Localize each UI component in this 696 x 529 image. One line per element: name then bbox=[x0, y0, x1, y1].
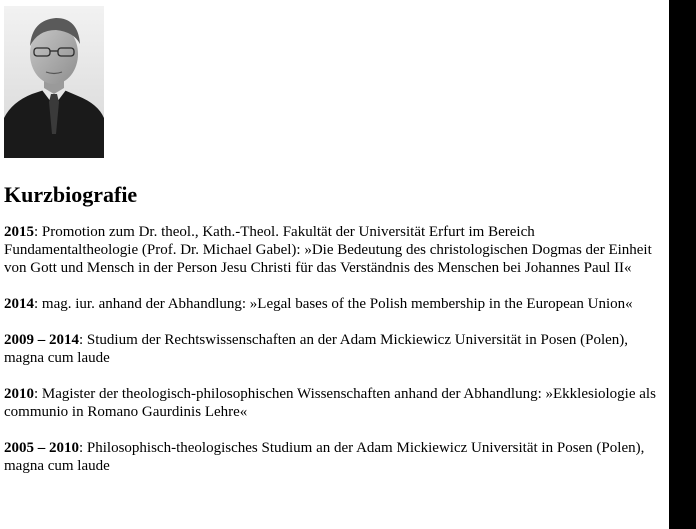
entry-year: 2010 bbox=[4, 386, 34, 402]
entry-text: : Philosophisch-theologisches Studium an der Adam Mickiewicz Universität in Posen (Polen), magna cum laude bbox=[4, 440, 645, 474]
biography-entry bbox=[4, 295, 664, 313]
biography-entry bbox=[4, 223, 664, 277]
entry-text: : Studium der Rechtswissenschaften an der Adam Mickiewicz Universität in Posen (Polen), magna cum laude bbox=[4, 332, 629, 366]
biography-content bbox=[4, 6, 664, 475]
entry-year: 2014 bbox=[4, 296, 34, 312]
entry-year: 2009 – 2014 bbox=[4, 332, 79, 348]
entry-year: 2005 – 2010 bbox=[4, 440, 79, 456]
entry-text: : mag. iur. anhand der Abhandlung: »Legal bases of the Polish membership in the European Union« bbox=[34, 296, 633, 312]
biography-entry bbox=[4, 439, 664, 475]
entry-text: : Magister der theologisch-philosophischen Wissenschaften anhand der Abhandlung: »Ekklesiologie als communio in Romano Gaurdinis Lehre« bbox=[4, 386, 656, 420]
right-edge-bar bbox=[669, 0, 696, 529]
portrait-photo bbox=[4, 6, 104, 158]
entry-text: : Promotion zum Dr. theol., Kath.-Theol. Fakultät der Universität Erfurt im Bereich Fundamentaltheologie (Prof. Dr. Michael Gabel): »Die Bedeutung des christologischen Dogmas der Einheit von Gott und Mensch in der Person Jesu Christi für das Verständnis des Menschen bei Johannes Paul II« bbox=[4, 224, 652, 276]
biography-entry bbox=[4, 385, 664, 421]
page-title: Kurzbiografie bbox=[4, 182, 138, 207]
entry-year: 2015 bbox=[4, 224, 34, 240]
biography-entry bbox=[4, 331, 664, 367]
biography-list bbox=[4, 223, 664, 475]
